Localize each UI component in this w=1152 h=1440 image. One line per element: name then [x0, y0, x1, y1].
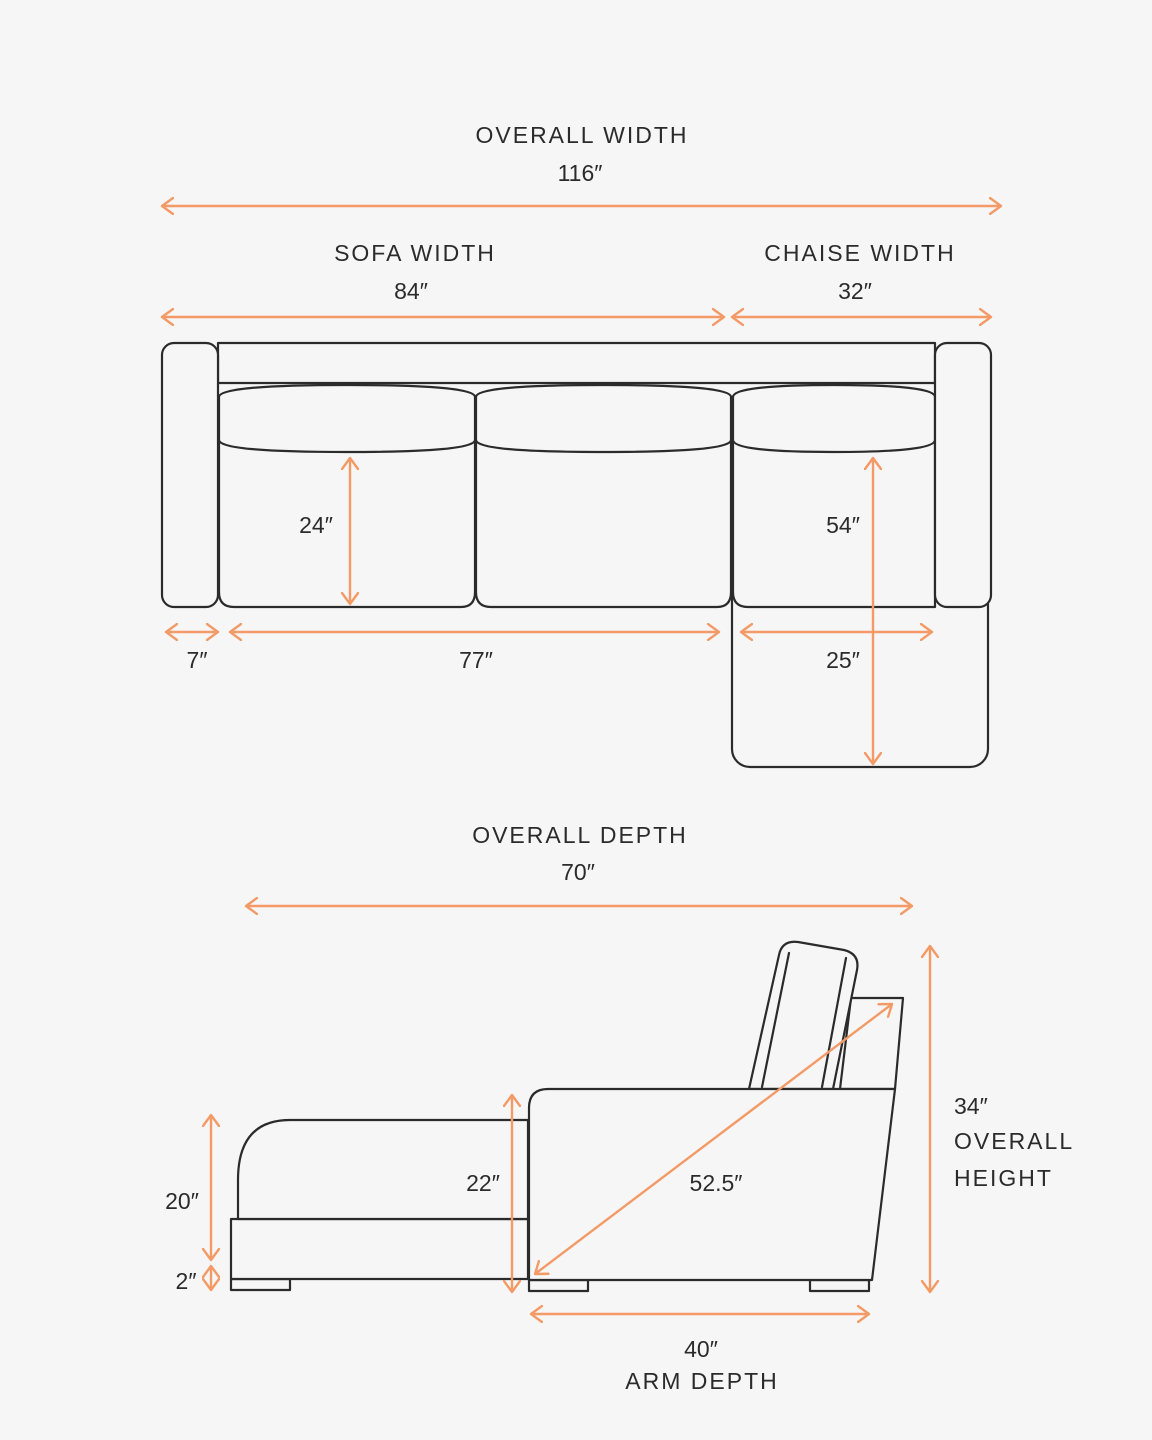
sofa-width-value: 84″: [394, 278, 428, 304]
back-cushion-chaise: [733, 385, 935, 452]
overall-width-label: OVERALL WIDTH: [475, 122, 689, 148]
overall-width-value: 116″: [557, 160, 603, 186]
overall-depth-value: 70″: [561, 859, 595, 885]
diagonal-depth-value: 52.5″: [689, 1170, 743, 1196]
sofa-leg-back: [810, 1280, 869, 1291]
sofa-leg-front: [529, 1280, 588, 1291]
sofa-width-label: SOFA WIDTH: [334, 240, 496, 266]
chaise-width-value: 32″: [838, 278, 872, 304]
chaise-height-value: 20″: [165, 1188, 199, 1214]
sofa-top-view: [162, 343, 991, 767]
chaise-depth-value: 54″: [826, 512, 860, 538]
back-cushion-middle: [476, 385, 731, 452]
sofa-side-view: [231, 942, 903, 1291]
chaise-base: [231, 1219, 528, 1279]
chaise-width-label: CHAISE WIDTH: [764, 240, 956, 266]
arm-depth-value: 40″: [684, 1336, 718, 1362]
leg-height-value: 2″: [175, 1268, 197, 1294]
overall-height-label-line1: OVERALL: [954, 1128, 1075, 1154]
sofa-back: [218, 343, 935, 383]
back-cushion-left: [219, 385, 475, 452]
arm-depth-label: ARM DEPTH: [625, 1368, 779, 1394]
right-arm: [935, 343, 991, 607]
chaise-leg: [231, 1279, 290, 1290]
seat-width-value: 77″: [459, 647, 493, 673]
left-arm: [162, 343, 218, 607]
overall-height-label-line2: HEIGHT: [954, 1165, 1053, 1191]
seat-depth-value: 24″: [299, 512, 333, 538]
overall-depth-label: OVERALL DEPTH: [472, 822, 688, 848]
chaise-seat-width-value: 25″: [826, 647, 860, 673]
overall-height-value: 34″: [954, 1093, 988, 1119]
arm-height-value: 22″: [466, 1170, 500, 1196]
arm-width-value: 7″: [186, 647, 208, 673]
